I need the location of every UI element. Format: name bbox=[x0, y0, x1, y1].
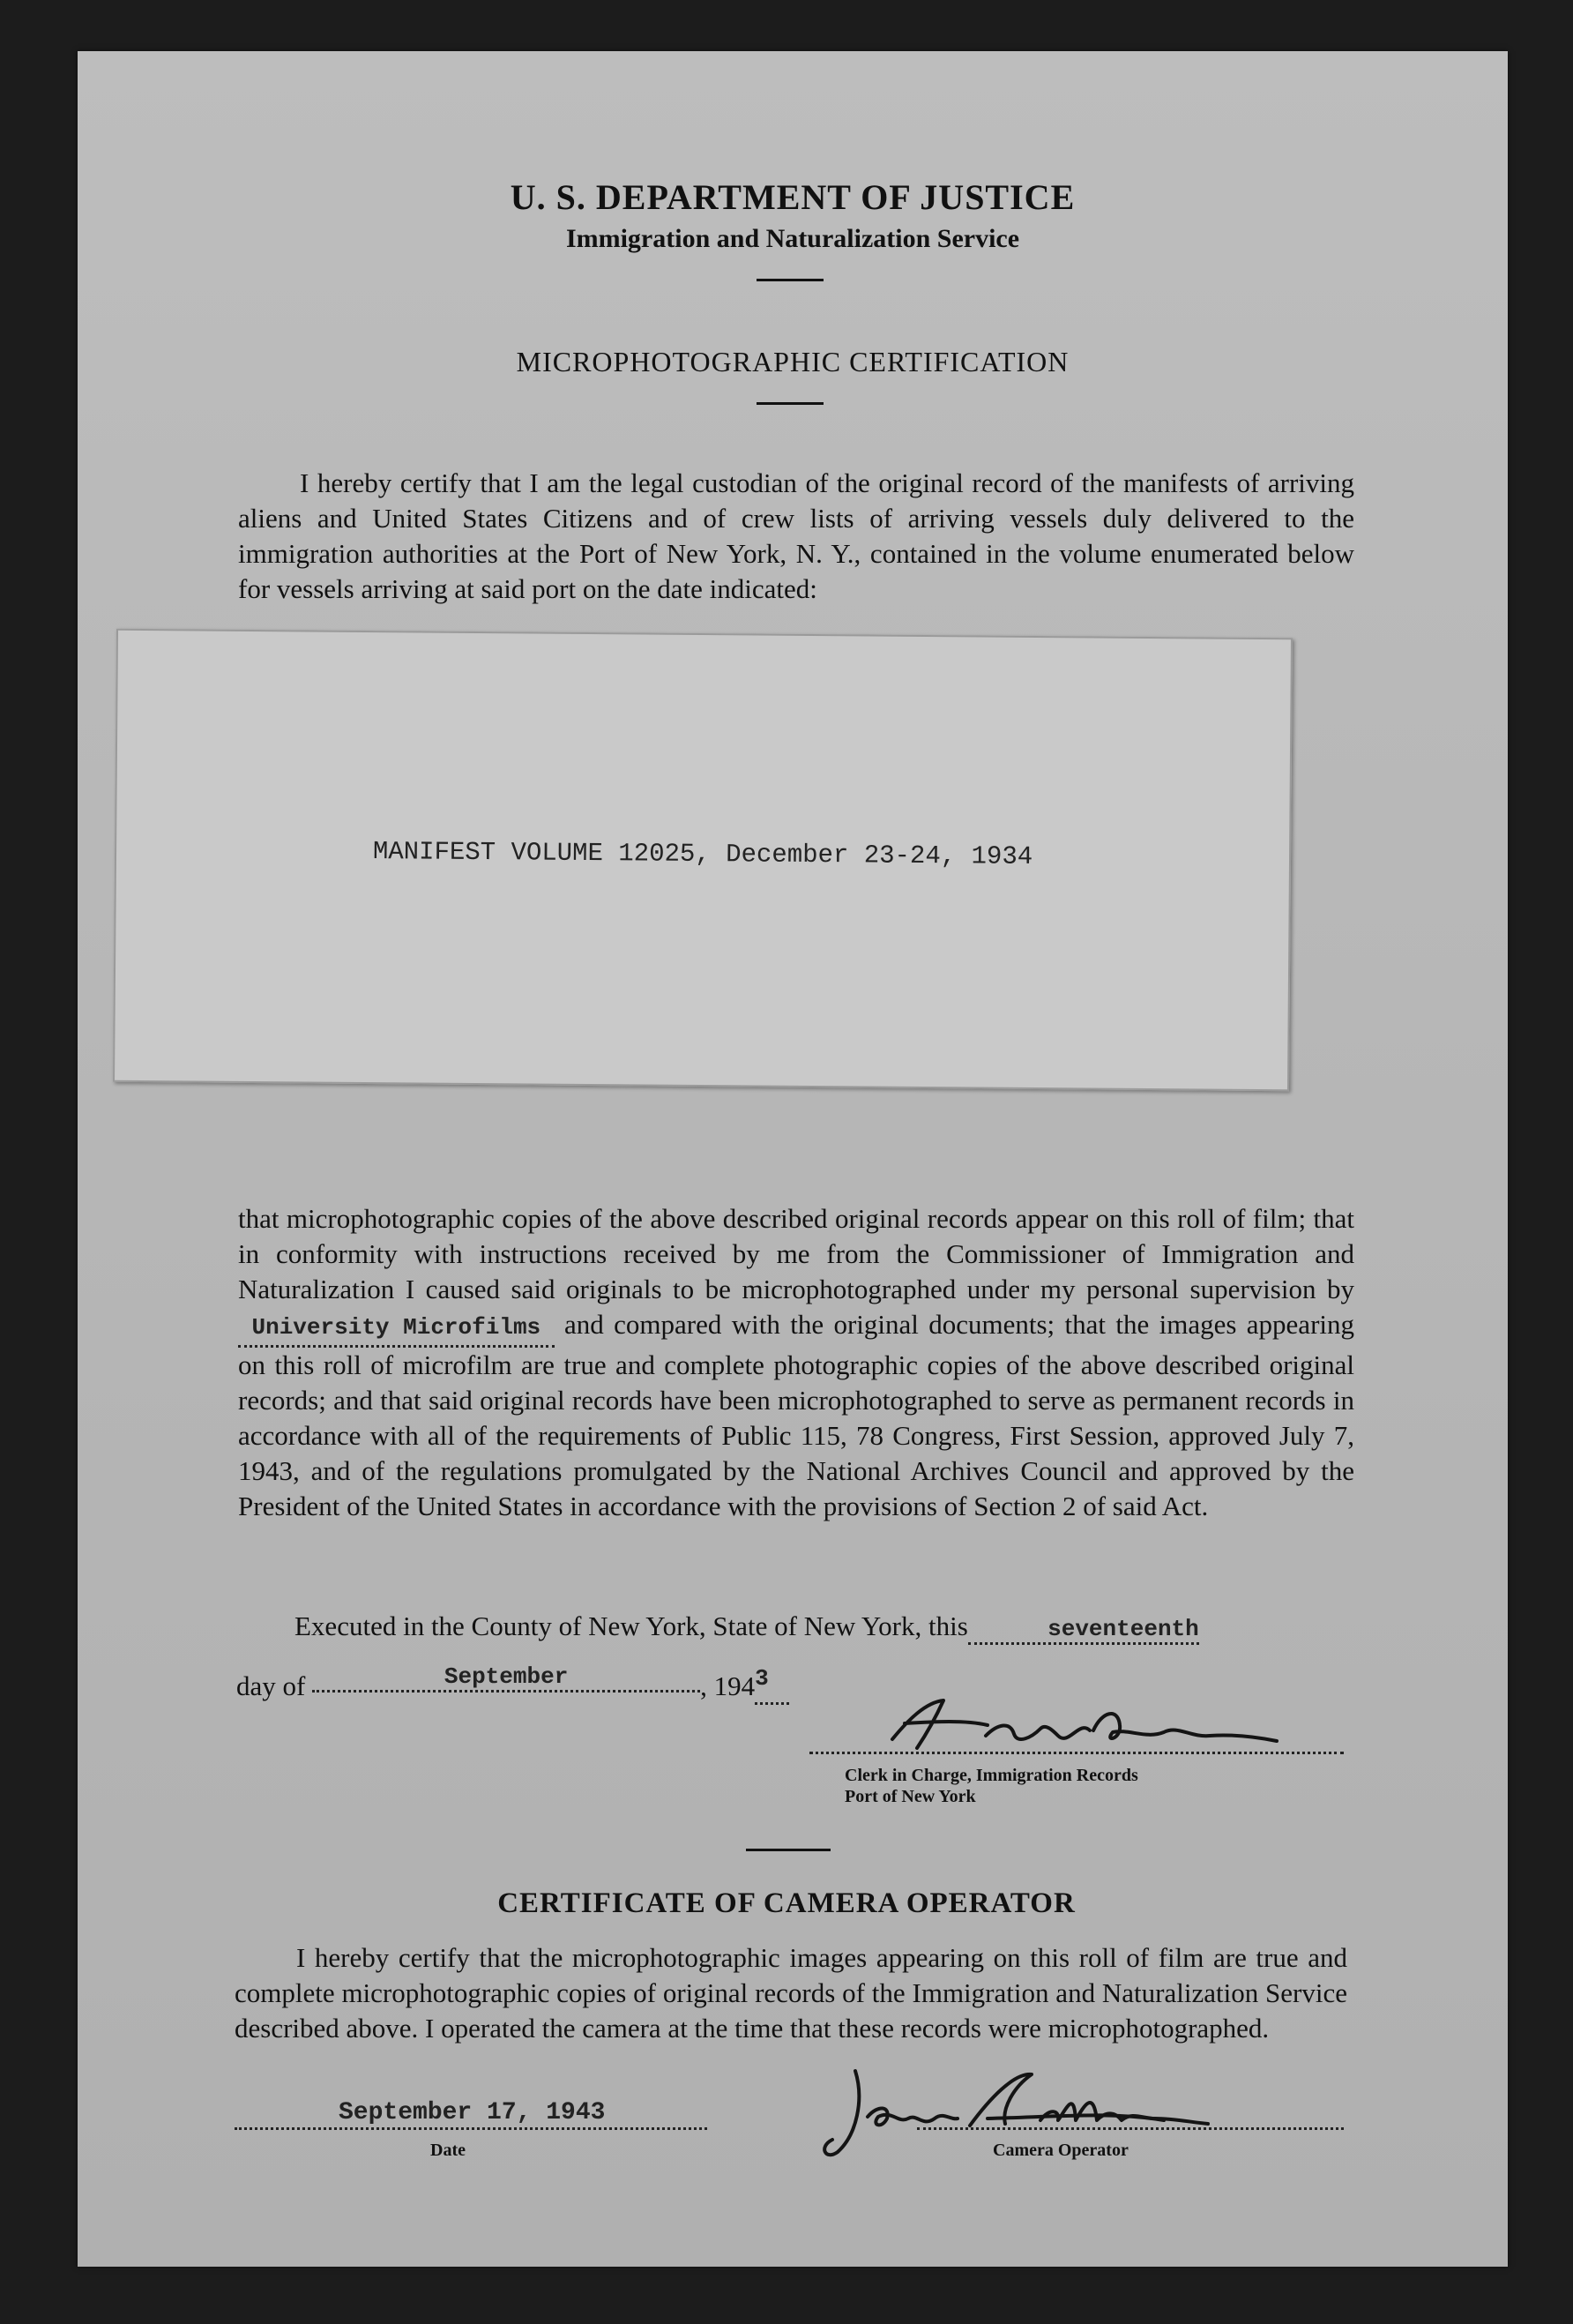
day-of-label: day of bbox=[236, 1670, 306, 1701]
body-text-part1: that microphotographic copies of the above described original records appear on this roll of film; that in conformity with instructions received by me from the Commissioner of Immigration and Naturalization I caused said originals to be microphotographed under my personal supervision by bbox=[238, 1203, 1354, 1304]
month-field bbox=[312, 1658, 700, 1693]
divider bbox=[746, 1849, 831, 1851]
body-text-part2: and compared with the original documents; that the images appearing on this roll of microfilm are true and complete photographic copies of the above described original records; and that said original records have been microphotographed to serve as permanent records in accordance with all of the requirements of Public 115, 78 Congress, First Session, approved July 7, 1943, and of the regulations promulgated by the National Archives Council and approved by the President of the United States in accordance with the provisions of Section 2 of said Act. bbox=[238, 1309, 1355, 1521]
certification-title: MICROPHOTOGRAPHIC CERTIFICATION bbox=[516, 346, 1070, 377]
year-field bbox=[755, 1665, 789, 1705]
camera-operator-label: Camera Operator bbox=[993, 2141, 1129, 2160]
divider bbox=[757, 279, 824, 281]
supervisor-name: University Microfilms bbox=[251, 1314, 541, 1341]
department-heading: U. S. DEPARTMENT OF JUSTICE bbox=[510, 177, 1076, 217]
date-line bbox=[236, 1663, 789, 1705]
month-value: September bbox=[444, 1663, 569, 1690]
service-subheading: Immigration and Naturalization Service bbox=[565, 224, 1020, 253]
body-paragraph bbox=[238, 1201, 1354, 1524]
date-line bbox=[235, 2127, 707, 2130]
intro-text: I hereby certify that I am the legal custodian of the original record of the manifests of arriving aliens and United States Citizens and of crew lists of arriving vessels duly delivered to the immigration authorities at the Port of New York, N. Y., contained in the volume enumerated below for vessels arriving at said port on the date indicated: bbox=[238, 467, 1354, 604]
clerk-signature-line bbox=[809, 1752, 1344, 1754]
camera-date-value: September 17, 1943 bbox=[339, 2099, 606, 2126]
year-prefix: , 194 bbox=[700, 1670, 756, 1701]
clerk-title bbox=[845, 1765, 1138, 1807]
manifest-card bbox=[113, 629, 1293, 1091]
day-value: seventeenth bbox=[1047, 1616, 1199, 1642]
camera-operator-line bbox=[917, 2127, 1344, 2130]
clerk-title-line1: Clerk in Charge, Immigration Records bbox=[845, 1766, 1138, 1785]
intro-paragraph bbox=[238, 466, 1354, 607]
supervisor-field bbox=[238, 1307, 555, 1348]
executed-prefix: Executed in the County of New York, State of New York, this bbox=[294, 1610, 968, 1641]
camera-text: I hereby certify that the microphotographic images appearing on this roll of film are true and complete microphotographic copies of original records of the Immigration and Naturalization Service described above. I operated the camera at the time that these records were microphotographed. bbox=[235, 1942, 1347, 2044]
date-label: Date bbox=[430, 2141, 466, 2160]
year-digit: 3 bbox=[755, 1665, 769, 1692]
divider bbox=[757, 402, 824, 405]
certificate-sheet bbox=[78, 51, 1508, 2267]
executed-line bbox=[294, 1610, 1199, 1645]
camera-paragraph bbox=[235, 1940, 1347, 2046]
day-field bbox=[968, 1610, 1199, 1645]
clerk-title-line2: Port of New York bbox=[845, 1787, 976, 1806]
camera-certificate-title: CERTIFICATE OF CAMERA OPERATOR bbox=[497, 1887, 1076, 1919]
manifest-volume-text: MANIFEST VOLUME 12025, December 23-24, 1934 bbox=[372, 837, 1033, 871]
